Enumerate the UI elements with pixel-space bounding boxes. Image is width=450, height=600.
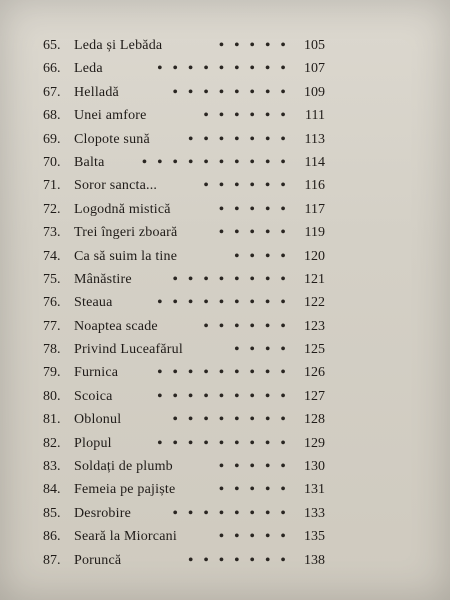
dot-leader: • • • • • • • • • xyxy=(157,435,289,451)
toc-entry xyxy=(43,432,325,455)
entry-number: 83. xyxy=(43,459,61,475)
entry-page-number: 121 xyxy=(304,271,325,287)
entry-number: 65. xyxy=(43,38,61,53)
entry-title: Desrobire xyxy=(74,505,132,521)
entry-page-number: 128 xyxy=(304,412,325,428)
entry-number: 76. xyxy=(43,295,61,311)
entry-page-number: 131 xyxy=(304,482,325,498)
dot-leader: • • • • xyxy=(234,248,289,264)
entry-page-number: 107 xyxy=(304,61,325,77)
dot-leader: • • • • • • • xyxy=(188,131,289,147)
entry-title: Unei amfore xyxy=(74,108,147,124)
entry-page-number: 109 xyxy=(304,84,325,100)
dot-leader: • • • • • xyxy=(218,482,289,498)
entry-title: Trei îngeri zboară xyxy=(74,225,178,241)
toc-entry xyxy=(43,221,325,244)
entry-number: 78. xyxy=(43,342,61,358)
dot-leader: • • • • • • • • xyxy=(172,505,289,521)
toc-entry xyxy=(43,268,325,291)
entry-title: Mânăstire xyxy=(74,271,132,287)
dot-leader: • • • • • • • xyxy=(188,552,289,568)
dot-leader: • • • • • xyxy=(218,529,289,545)
entry-number: 70. xyxy=(43,154,61,170)
toc-entry xyxy=(43,198,325,221)
entry-page-number: 133 xyxy=(304,505,325,521)
entry-title: Noaptea scade xyxy=(74,318,158,334)
entry-page-number: 122 xyxy=(304,295,325,311)
entry-number: 71. xyxy=(43,178,61,194)
toc-entry xyxy=(43,478,325,501)
entry-page-number: 120 xyxy=(304,248,325,264)
entry-title: Poruncă xyxy=(74,552,122,568)
toc-entry xyxy=(43,128,325,151)
entry-number: 74. xyxy=(43,248,61,264)
toc-entry xyxy=(43,525,325,548)
entry-page-number: 123 xyxy=(304,318,325,334)
entry-title: Ca să suim la tine xyxy=(74,248,178,264)
entry-page-number: 126 xyxy=(304,365,325,381)
toc-entry xyxy=(43,455,325,478)
entry-title: Scoica xyxy=(74,388,113,404)
entry-title: Leda și Lebăda xyxy=(74,38,163,53)
entry-title: Furnica xyxy=(74,365,119,381)
dot-leader: • • • • • • • • • xyxy=(157,388,289,404)
dot-leader: • • • • • xyxy=(218,201,289,217)
entry-number: 68. xyxy=(43,108,61,124)
toc-entry xyxy=(43,174,325,197)
dot-leader: • • • • • • • • xyxy=(172,84,289,100)
entry-title: Soror sancta... xyxy=(74,178,158,194)
toc-entry xyxy=(43,104,325,127)
entry-title: Oblonul xyxy=(74,412,122,428)
entry-number: 86. xyxy=(43,529,61,545)
toc-entry xyxy=(43,408,325,431)
dot-leader: • • • • • • • • xyxy=(172,271,289,287)
dot-leader: • • • • • • • • • • xyxy=(141,154,289,170)
dot-leader: • • • • • • • • • xyxy=(157,295,289,311)
dot-leader: • • • • • xyxy=(218,38,289,53)
dot-leader: • • • • • • xyxy=(203,318,289,334)
entry-page-number: 129 xyxy=(304,435,325,451)
entry-number: 81. xyxy=(43,412,61,428)
entry-page-number: 113 xyxy=(304,131,325,147)
toc-entry xyxy=(43,338,325,361)
entry-title: Soldați de plumb xyxy=(74,459,173,475)
dot-leader: • • • • • • xyxy=(203,178,289,194)
entry-page-number: 116 xyxy=(304,178,325,194)
toc-entry xyxy=(43,245,325,268)
entry-number: 69. xyxy=(43,131,61,147)
entry-page-number: 114 xyxy=(304,154,325,170)
entry-number: 84. xyxy=(43,482,61,498)
entry-number: 72. xyxy=(43,201,61,217)
entry-page-number: 130 xyxy=(304,459,325,475)
dot-leader: • • • • • • • • • xyxy=(157,365,289,381)
entry-title: Femeia pe pajiște xyxy=(74,482,176,498)
entry-number: 85. xyxy=(43,505,61,521)
toc-entry xyxy=(43,57,325,80)
entry-page-number: 125 xyxy=(304,342,325,358)
entry-number: 79. xyxy=(43,365,61,381)
toc-entry xyxy=(43,385,325,408)
toc-entry xyxy=(43,315,325,338)
dot-leader: • • • • • xyxy=(218,459,289,475)
toc-entry xyxy=(43,502,325,525)
entry-page-number: 117 xyxy=(304,201,325,217)
toc-entry xyxy=(43,151,325,174)
toc-entry xyxy=(43,291,325,314)
entry-title: Logodnă mistică xyxy=(74,201,171,217)
toc-entry xyxy=(43,34,325,57)
entry-title: Leda xyxy=(74,61,103,77)
entry-number: 67. xyxy=(43,84,61,100)
entry-page-number: 138 xyxy=(304,552,325,568)
toc-entry xyxy=(43,81,325,104)
entry-number: 87. xyxy=(43,552,61,568)
toc-entry xyxy=(43,361,325,384)
dot-leader: • • • • xyxy=(234,342,289,358)
entry-title: Privind Luceafărul xyxy=(74,342,183,358)
entry-page-number: 105 xyxy=(304,38,325,53)
entry-page-number: 119 xyxy=(304,225,325,241)
entry-number: 66. xyxy=(43,61,61,77)
entry-title: Plopul xyxy=(74,435,112,451)
toc-entry xyxy=(43,549,325,572)
entry-page-number: 135 xyxy=(304,529,325,545)
entry-page-number: 127 xyxy=(304,388,325,404)
entry-number: 80. xyxy=(43,388,61,404)
entry-title: Clopote sună xyxy=(74,131,150,147)
entry-title: Helladă xyxy=(74,84,119,100)
entry-number: 77. xyxy=(43,318,61,334)
entry-title: Steaua xyxy=(74,295,113,311)
entry-number: 82. xyxy=(43,435,61,451)
entry-title: Seară la Miorcani xyxy=(74,529,177,545)
dot-leader: • • • • • • • • • xyxy=(157,61,289,77)
dot-leader: • • • • • xyxy=(218,225,289,241)
entry-title: Balta xyxy=(74,154,105,170)
entry-number: 73. xyxy=(43,225,61,241)
dot-leader: • • • • • • • • xyxy=(172,412,289,428)
dot-leader: • • • • • • xyxy=(203,108,289,124)
entry-number: 75. xyxy=(43,271,61,287)
entry-page-number: 111 xyxy=(305,108,325,124)
table-of-contents xyxy=(43,34,325,572)
